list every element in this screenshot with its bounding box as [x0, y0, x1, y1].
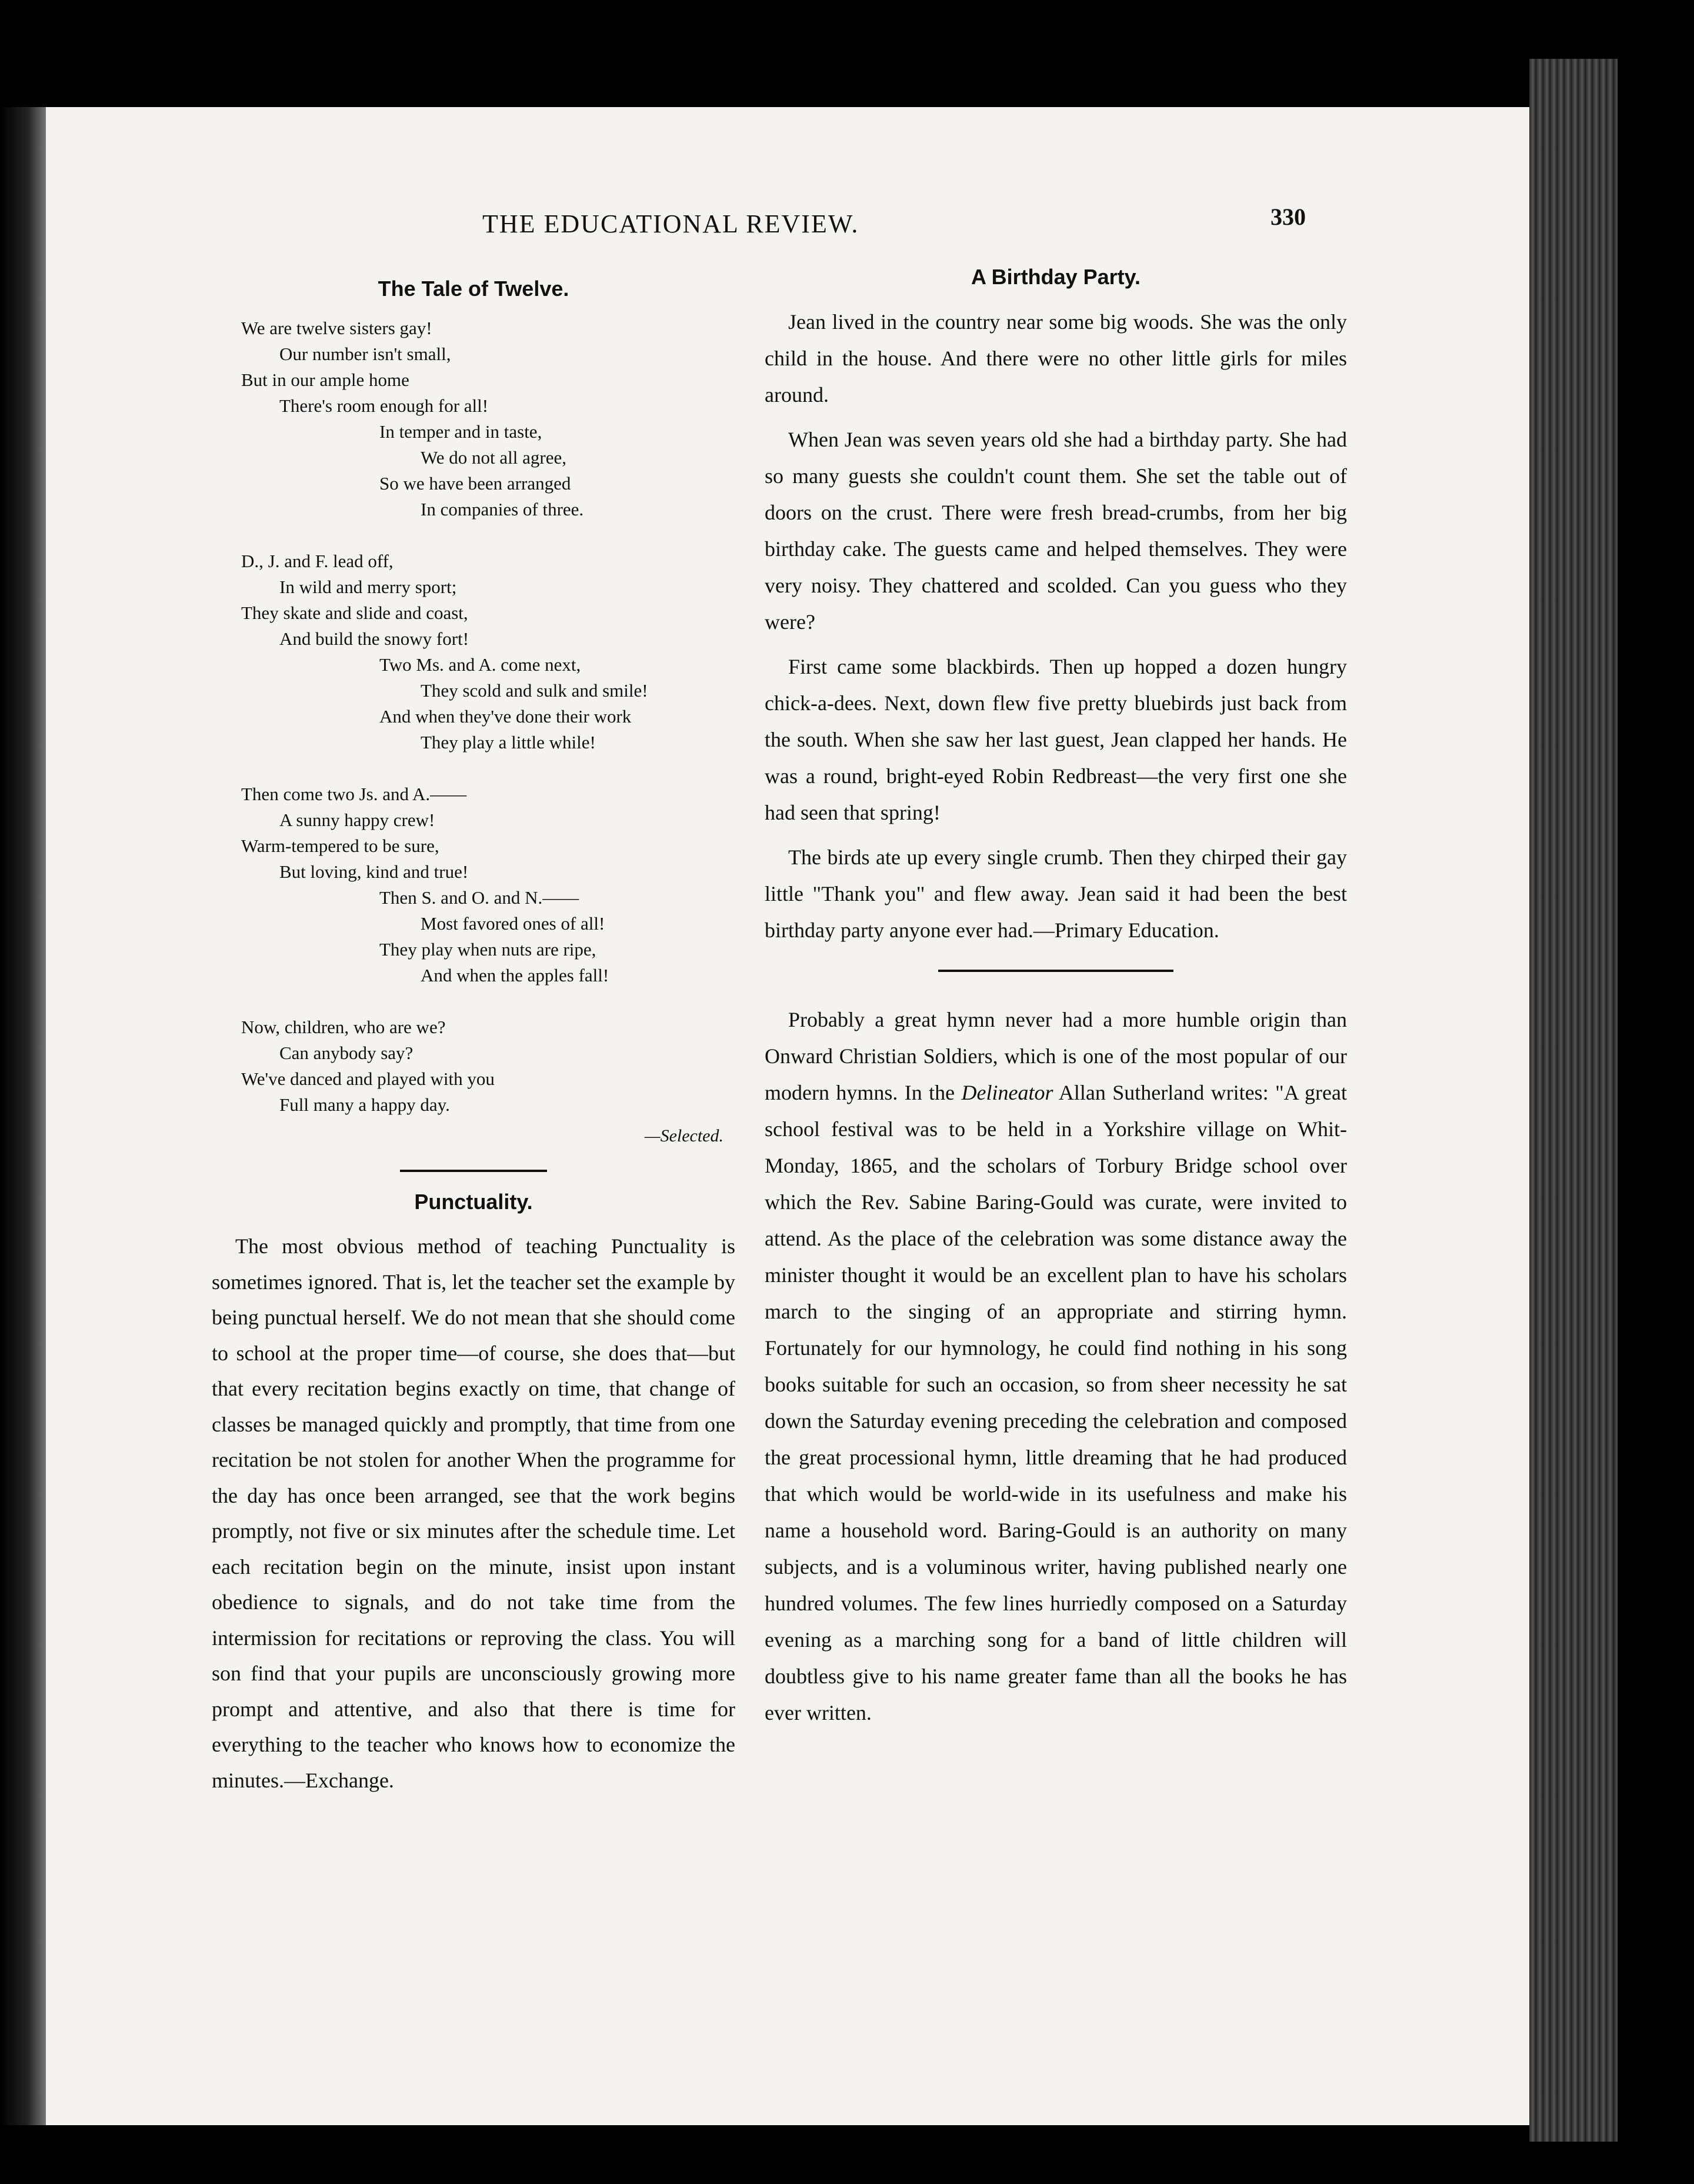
poem-line: They scold and sulk and smile!	[421, 680, 648, 701]
left-column	[212, 277, 735, 1798]
poem-line: But in our ample home	[241, 369, 409, 390]
poem-stanza	[212, 1014, 735, 1118]
tale-title: The Tale of Twelve.	[378, 277, 569, 301]
poem-line: Warm-tempered to be sure,	[241, 835, 439, 856]
poem-stanza	[212, 315, 735, 522]
poem-attribution: —Selected.	[644, 1126, 723, 1146]
running-head: THE EDUCATIONAL REVIEW.	[482, 209, 859, 238]
section-divider	[938, 970, 1173, 972]
birthday-body	[765, 304, 1347, 948]
poem-line: And when the apples fall!	[421, 965, 609, 986]
section-divider	[400, 1170, 547, 1172]
right-column	[765, 265, 1347, 1731]
poem-stanza	[212, 548, 735, 755]
hymn-paragraph	[765, 1001, 1347, 1731]
poem-line: A sunny happy crew!	[279, 810, 435, 830]
poem-line: And build the snowy fort!	[279, 628, 469, 649]
poem-line: They play a little while!	[421, 732, 596, 753]
poem-line: They skate and slide and coast,	[241, 602, 468, 623]
poem-line: Most favored ones of all!	[421, 913, 605, 934]
poem-line: Two Ms. and A. come next,	[379, 654, 581, 675]
birthday-paragraph: The birds ate up every single crumb. Then they chirped their gay little "Thank you" and flew away. Jean said it had been the best birthday party anyone ever had.—Primary Education.	[765, 845, 1347, 942]
poem-line: But loving, kind and true!	[279, 861, 469, 882]
birthday-paragraph: First came some blackbirds. Then up hopped a dozen hungry chick-a-dees. Next, down flew five pretty bluebirds just back from the south. When she saw her last guest, Jean clapped her hands. He was a round, bright-eyed Robin Redbreast—the very first one she had seen that spring!	[765, 655, 1347, 824]
hymn-text-start: Probably a great hymn never had a more humble origin than Onward Christian Soldiers, which is one of the most popular of our modern hymns. In the	[765, 1008, 1347, 1104]
hymn-body	[765, 1001, 1347, 1731]
poem-line: We've danced and played with you	[241, 1068, 495, 1089]
poem-line: In companies of three.	[421, 499, 584, 520]
poem-line: There's room enough for all!	[279, 395, 489, 416]
poem-stanza	[212, 781, 735, 988]
page-number: 330	[1270, 204, 1306, 230]
birthday-paragraph: When Jean was seven years old she had a birthday party. She had so many guests she couldn't count them. She set the table out of doors on the crust. There were fresh bread-crumbs, from her big birthday cake. The guests came and helped themselves. They were very noisy. They chattered and scolded. Can you guess who they were?	[765, 428, 1347, 634]
hymn-text-rest: Allan Sutherland writes: "A great school festival was to be held in a Yorkshire village on Whit-Monday, 1865, and the scholars of Torbury Bridge school over which the Rev. Sabine Baring-Gould was curate, were invited to attend. As the place of the celebration was some distance away the minister thought it would be an excellent plan to have his scholars march to the singing of an appropriate and stirring hymn. Fortunately for our hymnology, he could find nothing in his song books suitable for such an occasion, so from sheer necessity he sat down the Saturday evening preceding the celebration and composed the great processional hymn, little dreaming that he had produced that which would be world-wide in its usefulness and make his name a household word. Baring-Gould is an authority on many subjects, and is a voluminous writer, having published nearly one hundred volumes. The few lines hurriedly composed on a Saturday evening as a marching song for a band of little children will doubtless give to his name greater fame than all the books he has ever written.	[765, 1081, 1347, 1724]
punctuality-title: Punctuality.	[414, 1190, 533, 1214]
poem-line: Full many a happy day.	[279, 1094, 450, 1115]
birthday-paragraph: Jean lived in the country near some big woods. She was the only child in the house. And there were no other little girls for miles around.	[765, 310, 1347, 407]
poem-line: So we have been arranged	[379, 473, 571, 494]
poem-line: Our number isn't small,	[279, 344, 451, 364]
poem-line: D., J. and F. lead off,	[241, 551, 394, 571]
poem-line: We do not all agree,	[421, 447, 566, 468]
poem-line: We are twelve sisters gay!	[241, 318, 432, 338]
poem-line: In temper and in taste,	[379, 421, 542, 442]
magazine-title: Delineator	[961, 1081, 1053, 1104]
poem-line: They play when nuts are ripe,	[379, 939, 596, 960]
book-spine-shadow	[0, 107, 46, 2125]
birthday-title: A Birthday Party.	[971, 265, 1141, 289]
tale-poem	[212, 315, 735, 1118]
poem-line: Then S. and O. and N.——	[379, 887, 579, 908]
punctuality-body	[212, 1228, 735, 1798]
punctuality-paragraph: The most obvious method of teaching Punctuality is sometimes ignored. That is, let the teacher set the example by being punctual herself. We do not mean that she should come to school at the proper time—of course, she does that—but that every recitation begins exactly on time, that change of classes be managed quickly and promptly, that time from one recitation be not stolen for another When the programme for the day has once been arranged, see that the work begins promptly, not five or six minutes after the schedule time. Let each recitation begin on the minute, insist upon instant obedience to signals, and do not take time from the intermission for recitations or reproving the class. You will son find that your pupils are unconsciously growing more prompt and attentive, and also that there is time for everything to the teacher who knows how to economize the minutes.—Exchange.	[212, 1234, 735, 1792]
page-edges	[1529, 59, 1618, 2142]
poem-line: Then come two Js. and A.——	[241, 784, 467, 804]
poem-line: And when they've done their work	[379, 706, 632, 727]
poem-line: In wild and merry sport;	[279, 577, 457, 597]
poem-line: Can anybody say?	[279, 1043, 414, 1063]
poem-line: Now, children, who are we?	[241, 1017, 446, 1037]
